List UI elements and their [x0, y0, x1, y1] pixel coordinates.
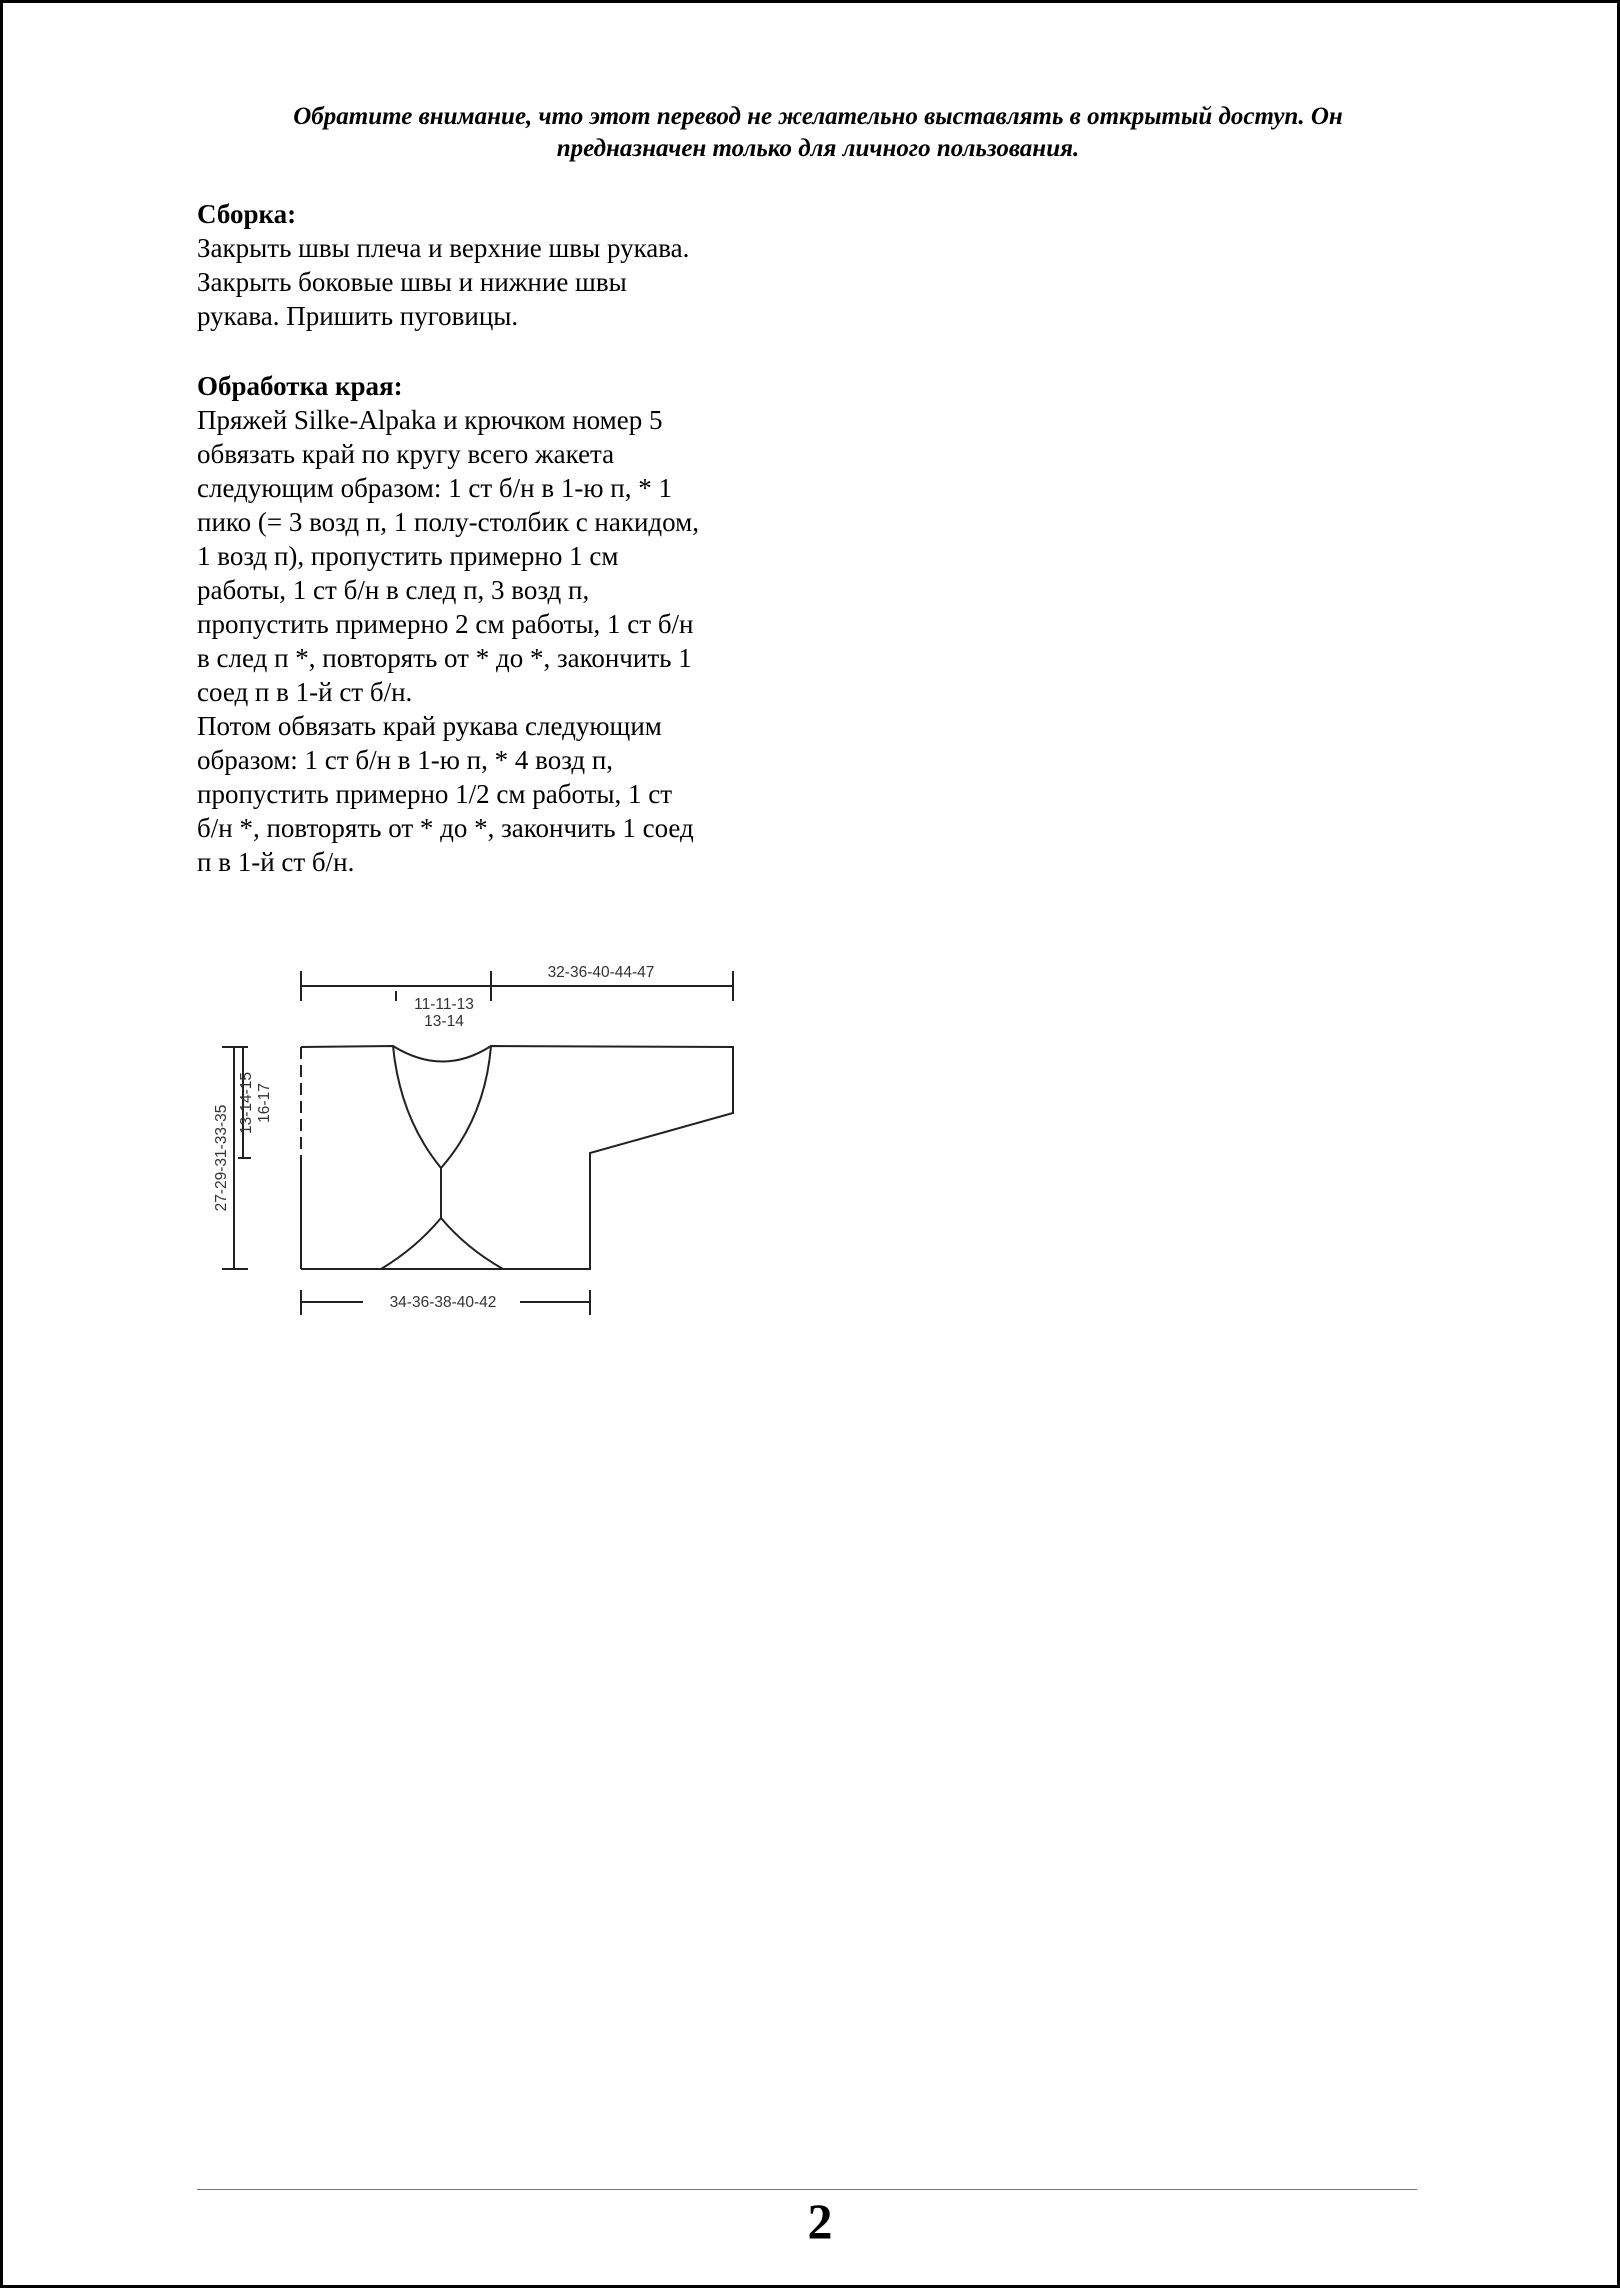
edging-line: следующим образом: 1 ст б/н в 1-ю п, * 1: [197, 473, 672, 503]
garment-outline: [301, 1046, 733, 1269]
edging-line: пико (= 3 возд п, 1 полу-столбик с накидом,: [197, 507, 699, 537]
edging-line: соед п в 1-й ст б/н.: [197, 677, 413, 707]
edging-line: работы, 1 ст б/н в след п, 3 возд п,: [197, 575, 590, 605]
edging-line: Пряжей Silke-Alpaka и крючком номер 5: [197, 405, 663, 435]
edging-line: п в 1-й ст б/н.: [197, 847, 355, 877]
dim-width-label: 34-36-38-40-42: [389, 1294, 497, 1311]
front-curve: [393, 1046, 441, 1168]
edging-line: в след п *, повторять от * до *, закончить 1: [197, 643, 692, 673]
footer-divider: [197, 2189, 1417, 2190]
dim-armhole-label-2: 16-17: [256, 1083, 273, 1123]
dim-armhole-label-1: 13-14-15: [238, 1071, 255, 1135]
dim-sleeve-label: 32-36-40-44-47: [547, 964, 655, 981]
assembly-line: Закрыть швы плеча и верхние швы рукава.: [197, 233, 690, 263]
edging-line: б/н *, повторять от * до *, закончить 1 соед: [197, 813, 694, 843]
assembly-line: Закрыть боковые швы и нижние швы: [197, 267, 627, 297]
dim-length-label: 27-29-31-33-35: [213, 1104, 230, 1212]
edging-section: [197, 369, 797, 879]
assembly-section: [197, 197, 797, 333]
edging-line: обвязать край по кругу всего жакета: [197, 439, 615, 469]
front-curve: [441, 1218, 503, 1269]
edging-line: образом: 1 ст б/н в 1-ю п, * 4 возд п,: [197, 745, 614, 775]
notice-line-2: предназначен только для личного пользования.: [556, 135, 1080, 162]
front-curve: [381, 1218, 441, 1269]
dim-neck-label-1: 11-11-13: [414, 996, 474, 1013]
notice-line-1: Обратите внимание, что этот перевод не желательно выставлять в открытый доступ. Он: [293, 103, 1343, 130]
translation-notice: [198, 101, 1438, 165]
assembly-heading: Сборка:: [197, 199, 297, 229]
page-number: 2: [807, 2193, 833, 2249]
edging-line: пропустить примерно 1/2 см работы, 1 ст: [197, 779, 673, 809]
front-curve: [441, 1046, 491, 1168]
edging-heading: Обработка края:: [197, 371, 403, 401]
dim-neck-label-2: 13-14: [424, 1013, 464, 1030]
cardigan-schematic: [203, 953, 763, 1323]
edging-line: Потом обвязать край рукава следующим: [197, 711, 662, 741]
assembly-line: рукава. Пришить пуговицы.: [197, 301, 519, 331]
edging-line: 1 возд п), пропустить примерно 1 см: [197, 541, 619, 571]
edging-line: пропустить примерно 2 см работы, 1 ст б/н: [197, 609, 694, 639]
